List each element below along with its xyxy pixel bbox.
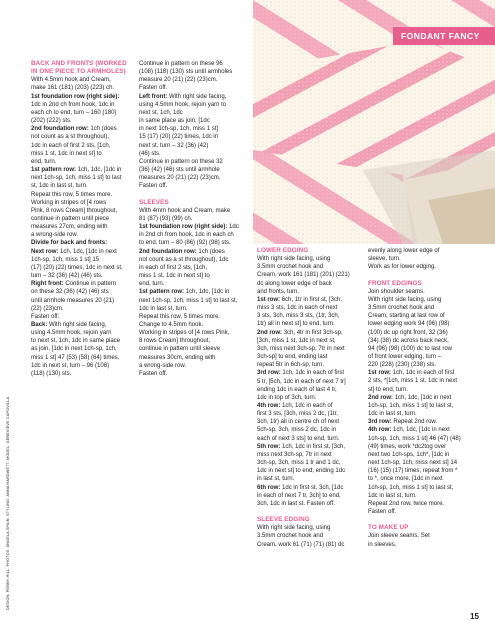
- make-up-text: Join sleeve seams. Set in sleeves.: [368, 533, 430, 548]
- instruction-p1: 1st pattern row: 1ch, 1dc, [1dc in next 1ch-sp, 1ch, miss 1 st] to last st, 1dc in last st, turn. Repeat this row, 5 times more. Working in stripes of [4 rows Pink, 8 rows Cream] throughout, continue in pattern until piece measures 27cm, ending with a wrong-side row.: [31, 167, 122, 239]
- column-3: [257, 247, 365, 549]
- instruction-s1: 1st foundation row (right side): 1dc in 2nd ch from hook, 1dc in each ch to end, turn – 80 (86) (92) (98) sts.: [139, 224, 239, 247]
- back-continue: Continue in pattern on these 96 (108) (118) (130) sts until armholes measure 20 (21) (22) (23)cm. Fasten off.: [139, 61, 233, 92]
- instruction-fe1: 1st row: 1ch, 1dc in each of first 2 sts, *[1ch, miss 1 st, 1dc in next st] to end, turn.: [368, 370, 458, 393]
- sleeve-edging-text: With right side facing, using 3.5mm crochet hook and Cream, work 61 (71) (71) (81) dc: [257, 525, 345, 548]
- column-1: [31, 60, 135, 378]
- instruction-l4: 4th row: 1ch, 1dc in each of first 3 sts, [3ch, miss 2 dc, (1tr, 3ch, 1tr) all in centre ch of next 5ch-sp, 3ch, miss 2 dc, 1dc in each of next 3 sts] to end, turn.: [257, 402, 340, 442]
- instruction-l2: 2nd row: 3ch, 4tr in first 3ch-sp, [3ch, miss 1 st, 1dc in next st, 3ch, miss next 3ch-sp, 7tr in next 3ch-sp] to end, ending last repeat 5tr in 6ch-sp, turn.: [257, 329, 345, 369]
- instruction-left-front: Left front: With right side facing, using 4.5mm hook, rejoin yarn to next st, 1ch, 1dc in same place as join, [1dc in next 1ch-sp, 1ch, miss 1 st] 15 (17) (20) (22) times, 1dc in next st, turn – 32 (36) (42) (46) sts. Continue in pattern on these 32 (36) (42) (46) sts until armhole measures 20 (21) (22) (23)cm. Fasten off.: [139, 93, 227, 190]
- sleeve-edging-cont: evenly along lower edge of sleeve, turn. Work as for lower edging.: [368, 248, 440, 271]
- photo-credits: DESIGN: PENNY HILL. PHOTOS: ANGELA SPAIN. STYLING: ANNA HARDWETT. MODEL: GENEVIEVE CAPOVILLA: [6, 396, 10, 610]
- section-heading-sleeve-edging: SLEEVE EDGING: [257, 516, 310, 524]
- front-intro: Join shoulder seams. With right side facing, using 3.5mm crochet hook and Cream, starting at last row of lower edging work 94 (96) (98) (100) dc up right front, 32 (36) (34) (38) dc across back neck, 94 (96) (98) (100) dc to last row of front lower edging, turn – 220 (228) (230) (238) sts.: [368, 288, 453, 369]
- section-heading-sleeves: SLEEVES: [139, 198, 169, 206]
- instruction-l1: 1st row: 6ch, 1tr in first st, [3ch, miss 3 sts, 1dc in each of next 3 sts, 3ch, miss 3 sts, (1tr, 3ch, 1tr) all in next st] to end, turn.: [257, 296, 342, 328]
- section-heading-lower-edging: LOWER EDGING: [257, 247, 309, 254]
- instruction-l5: 5th row: 1ch, 1dc in first st, [3ch, miss next 3ch-sp, 7tr in next 3ch-sp, 3ch, miss 1 tr and 1 dc, 1dc in next st] to end, ending 1dc in last st, turn.: [257, 443, 346, 483]
- instruction-next: Next row: 1ch, 1dc, [1dc in next 1ch-sp, 1ch, miss 1 st] 15 (17) (20) (22) times, 1dc in next st, turn – 32 (36) (42) (46) sts.: [31, 248, 123, 280]
- divide-label: Divide for back and fronts:: [31, 240, 108, 247]
- column-2: [139, 60, 247, 378]
- page-number: 15: [470, 612, 479, 621]
- section-heading-front-edgings: FRONT EDGINGS: [368, 279, 422, 287]
- column-4: [368, 247, 478, 549]
- section-badge: FONDANT FANCY: [393, 27, 495, 45]
- sleeves-intro: With 4mm hook and Cream, make 81 (87) (93) (99) ch.: [139, 207, 231, 222]
- instruction-right-front: Right front: Continue in pattern on these 32 (36) (42) (46) sts until armhole measures 20 (21) (22) (23)cm. Fasten off.: [31, 281, 117, 320]
- section-heading-make-up: TO MAKE UP: [368, 524, 409, 532]
- instruction-s2: 2nd foundation row: 1ch (does not count as a st throughout), 1dc in each of first 2 sts, [1ch, miss 1 st, 1dc in next st] to end, turn.: [139, 248, 229, 288]
- instruction-l3: 3rd row: 1ch, 1dc in each of first 5 tr, [5ch, 1dc in each of next 7 tr] ending 1dc in each of last 4 tr, 1dc in top of 3ch, turn.: [257, 370, 346, 401]
- lower-intro: With right side facing, using 3.5mm crochet hook and Cream, work 161 (181) (201) (221) dc along lower edge of back and fronts, turn.: [257, 256, 350, 295]
- instruction-sp1: 1st pattern row: 1ch, 1dc, [1dc in next 1ch-sp, 1ch, miss 1 st] to last st, 1dc in last st, turn. Repeat this row, 5 times more. Change to 4.5mm hook. Working in stripes of [4 rows Pink, 8 rows Cream] throughout, continue in pattern until sleeve measures 30cm, ending with a wrong-side row. Fasten off.: [139, 289, 238, 377]
- section-heading-back-fronts: BACK AND FRONTS (WORKED IN ONE PIECE TO ARMHOLES): [31, 60, 127, 76]
- instruction-back: Back: With right side facing, using 4.5mm hook, rejoin yarn to next st, 1ch, 1dc in same place as join, [1dc in next 1ch-sp, 1ch, miss 1 st] 47 (53) (58) (64) times, 1dc in next st, turn – 96 (108) (118) (130) sts.: [31, 322, 121, 377]
- back-intro: With 4.5mm hook and Cream, make 161 (181) (203) (223) ch.: [31, 77, 115, 92]
- instruction-f1: 1st foundation row (right side): 1dc in 2nd ch from hook, 1dc in each ch to end, turn – 160 (180) (202) (222) sts.: [31, 93, 120, 125]
- instruction-fe4: 4th row: 1ch, 1dc, [1dc in next 1ch-sp, 1ch, miss 1 st] 46 (47) (48) (49) times, work *dc2tog over next two 1ch-sps, 1ch*, [1dc in next 1ch-sp, 1ch, miss next st] 14 (16) (15) (17) times; repeat from * to *, once more, [1dc in next 1ch-sp, 1ch, miss 1 st] to last st, 1dc in last st, turn. Repeat 2nd row, twice more. Fasten off.: [368, 427, 461, 515]
- instruction-fe3: 3rd row: Repeat 2nd row.: [368, 419, 438, 426]
- instruction-f2: 2nd foundation row: 1ch (does not count as a st throughout), 1dc in each of first 2 sts, [1ch, miss 1 st, 1dc in next st] to end, turn.: [31, 126, 117, 165]
- instruction-fe2: 2nd row: 1ch, 1dc, [1dc in next 1ch-sp, 1ch, miss 1 st] to last st, 1dc in last st, turn.: [368, 394, 454, 418]
- instruction-l6: 6th row: 1dc in first st, 3ch, [1dc in each of next 7 tr, 3ch] to end, 3ch, 1dc in last st. Fasten off.: [257, 484, 344, 507]
